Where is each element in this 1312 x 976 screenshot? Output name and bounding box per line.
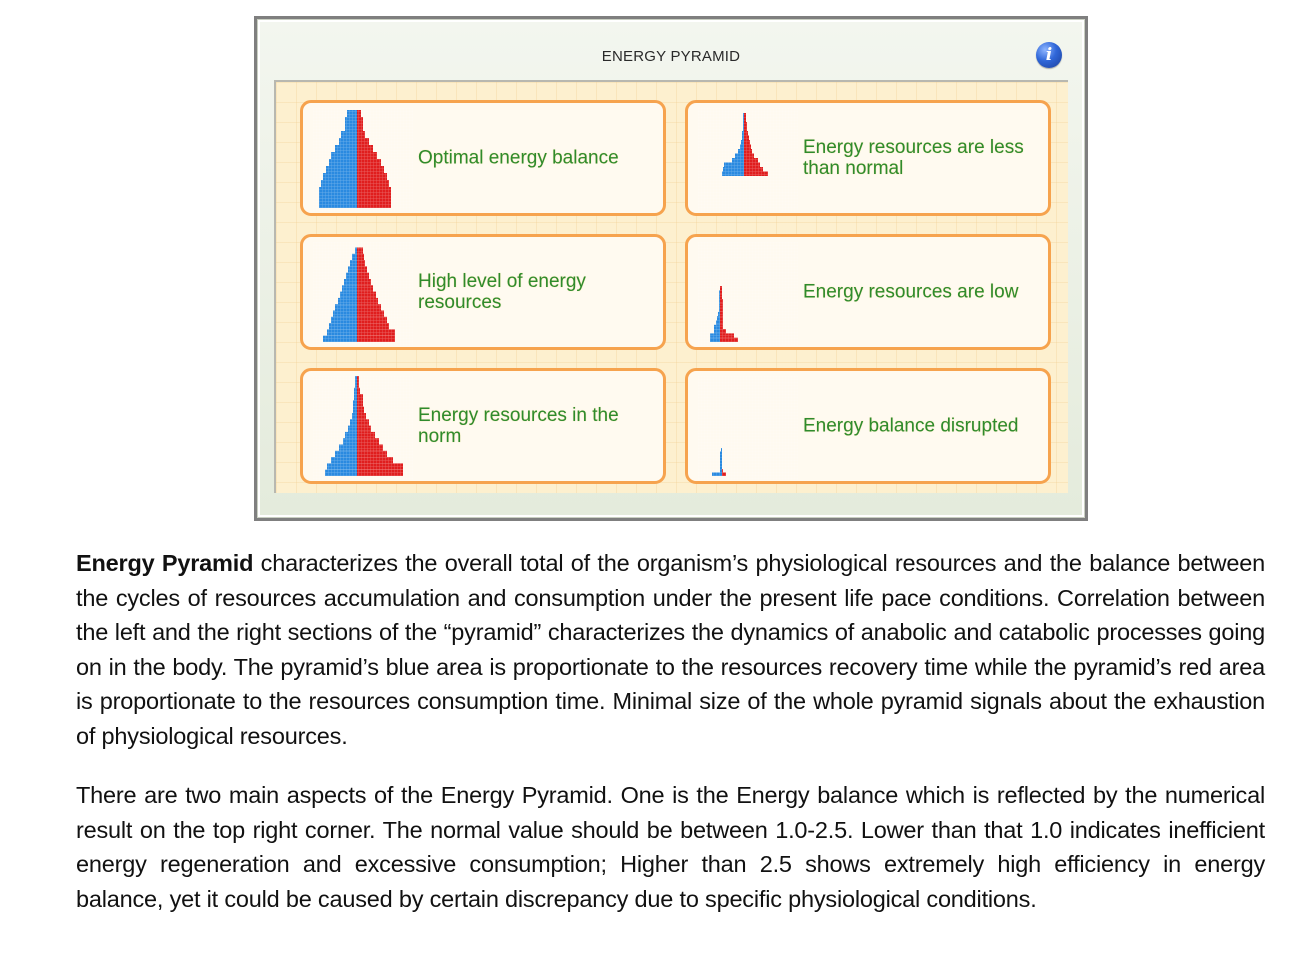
panel-frame <box>258 20 1084 517</box>
legend-card-disrupted <box>685 368 1051 484</box>
pyramid-grid-texture <box>698 376 798 480</box>
legend-label: Optimal energy balance <box>418 147 619 169</box>
pyramid-high-icon <box>313 242 413 346</box>
info-icon[interactable]: i <box>1036 42 1062 68</box>
legend-card-optimal <box>300 100 666 216</box>
legend-card-less <box>685 100 1051 216</box>
term-energy-pyramid: Energy Pyramid <box>76 550 254 576</box>
description-paragraph-2 <box>76 778 1265 916</box>
pyramid-low-icon <box>698 242 798 346</box>
pyramid-norm-icon <box>313 376 413 480</box>
description-text: There are two main aspects of the Energy Pyramid. One is the Energy balance which is reflected by the numerical result on the top right corner. The normal value should be between 1.0-2.5. Lower than that 1.0 indicates inefficient energy regeneration and excessive consumption; Higher than 2.5 shows extremely high efficiency in energy balance, yet it could be caused by certain discrepancy due to specific physiological conditions. <box>76 782 1265 912</box>
legend-label: Energy resources are low <box>803 281 1019 303</box>
pyramid-legend-grid <box>274 80 1068 493</box>
description-paragraph-1 <box>76 546 1265 754</box>
legend-card-norm <box>300 368 666 484</box>
legend-label: Energy resources are less than normal <box>803 137 1024 179</box>
pyramid-grid-texture <box>698 242 798 346</box>
legend-label: High level of energy resources <box>418 271 586 313</box>
pyramid-less-icon <box>698 108 798 212</box>
description-text: characterizes the overall total of the organism’s physiological resources and the balance between the cycles of resources accumulation and consumption under the present life pace conditions. Correlation between the left and the right sections of the “pyramid” characterizes the dynamics of anabolic and catabolic processes going on in the body. The pyramid’s blue area is proportionate to the resources recovery time while the pyramid’s red area is proportionate to the resources consumption time. Minimal size of the whole pyramid signals about the exhaustion of physiological resources. <box>76 550 1265 749</box>
pyramid-grid-texture <box>313 376 413 480</box>
legend-card-low <box>685 234 1051 350</box>
pyramid-disrupted-icon <box>698 376 798 480</box>
legend-card-high <box>300 234 666 350</box>
pyramid-grid-texture <box>313 242 413 346</box>
energy-pyramid-panel <box>254 16 1088 521</box>
pyramid-grid-texture <box>698 108 798 212</box>
pyramid-optimal-icon <box>313 108 413 212</box>
legend-label: Energy balance disrupted <box>803 415 1019 437</box>
legend-label: Energy resources in the norm <box>418 405 619 447</box>
pyramid-grid-texture <box>313 108 413 212</box>
panel-title: ENERGY PYRAMID <box>601 48 741 65</box>
